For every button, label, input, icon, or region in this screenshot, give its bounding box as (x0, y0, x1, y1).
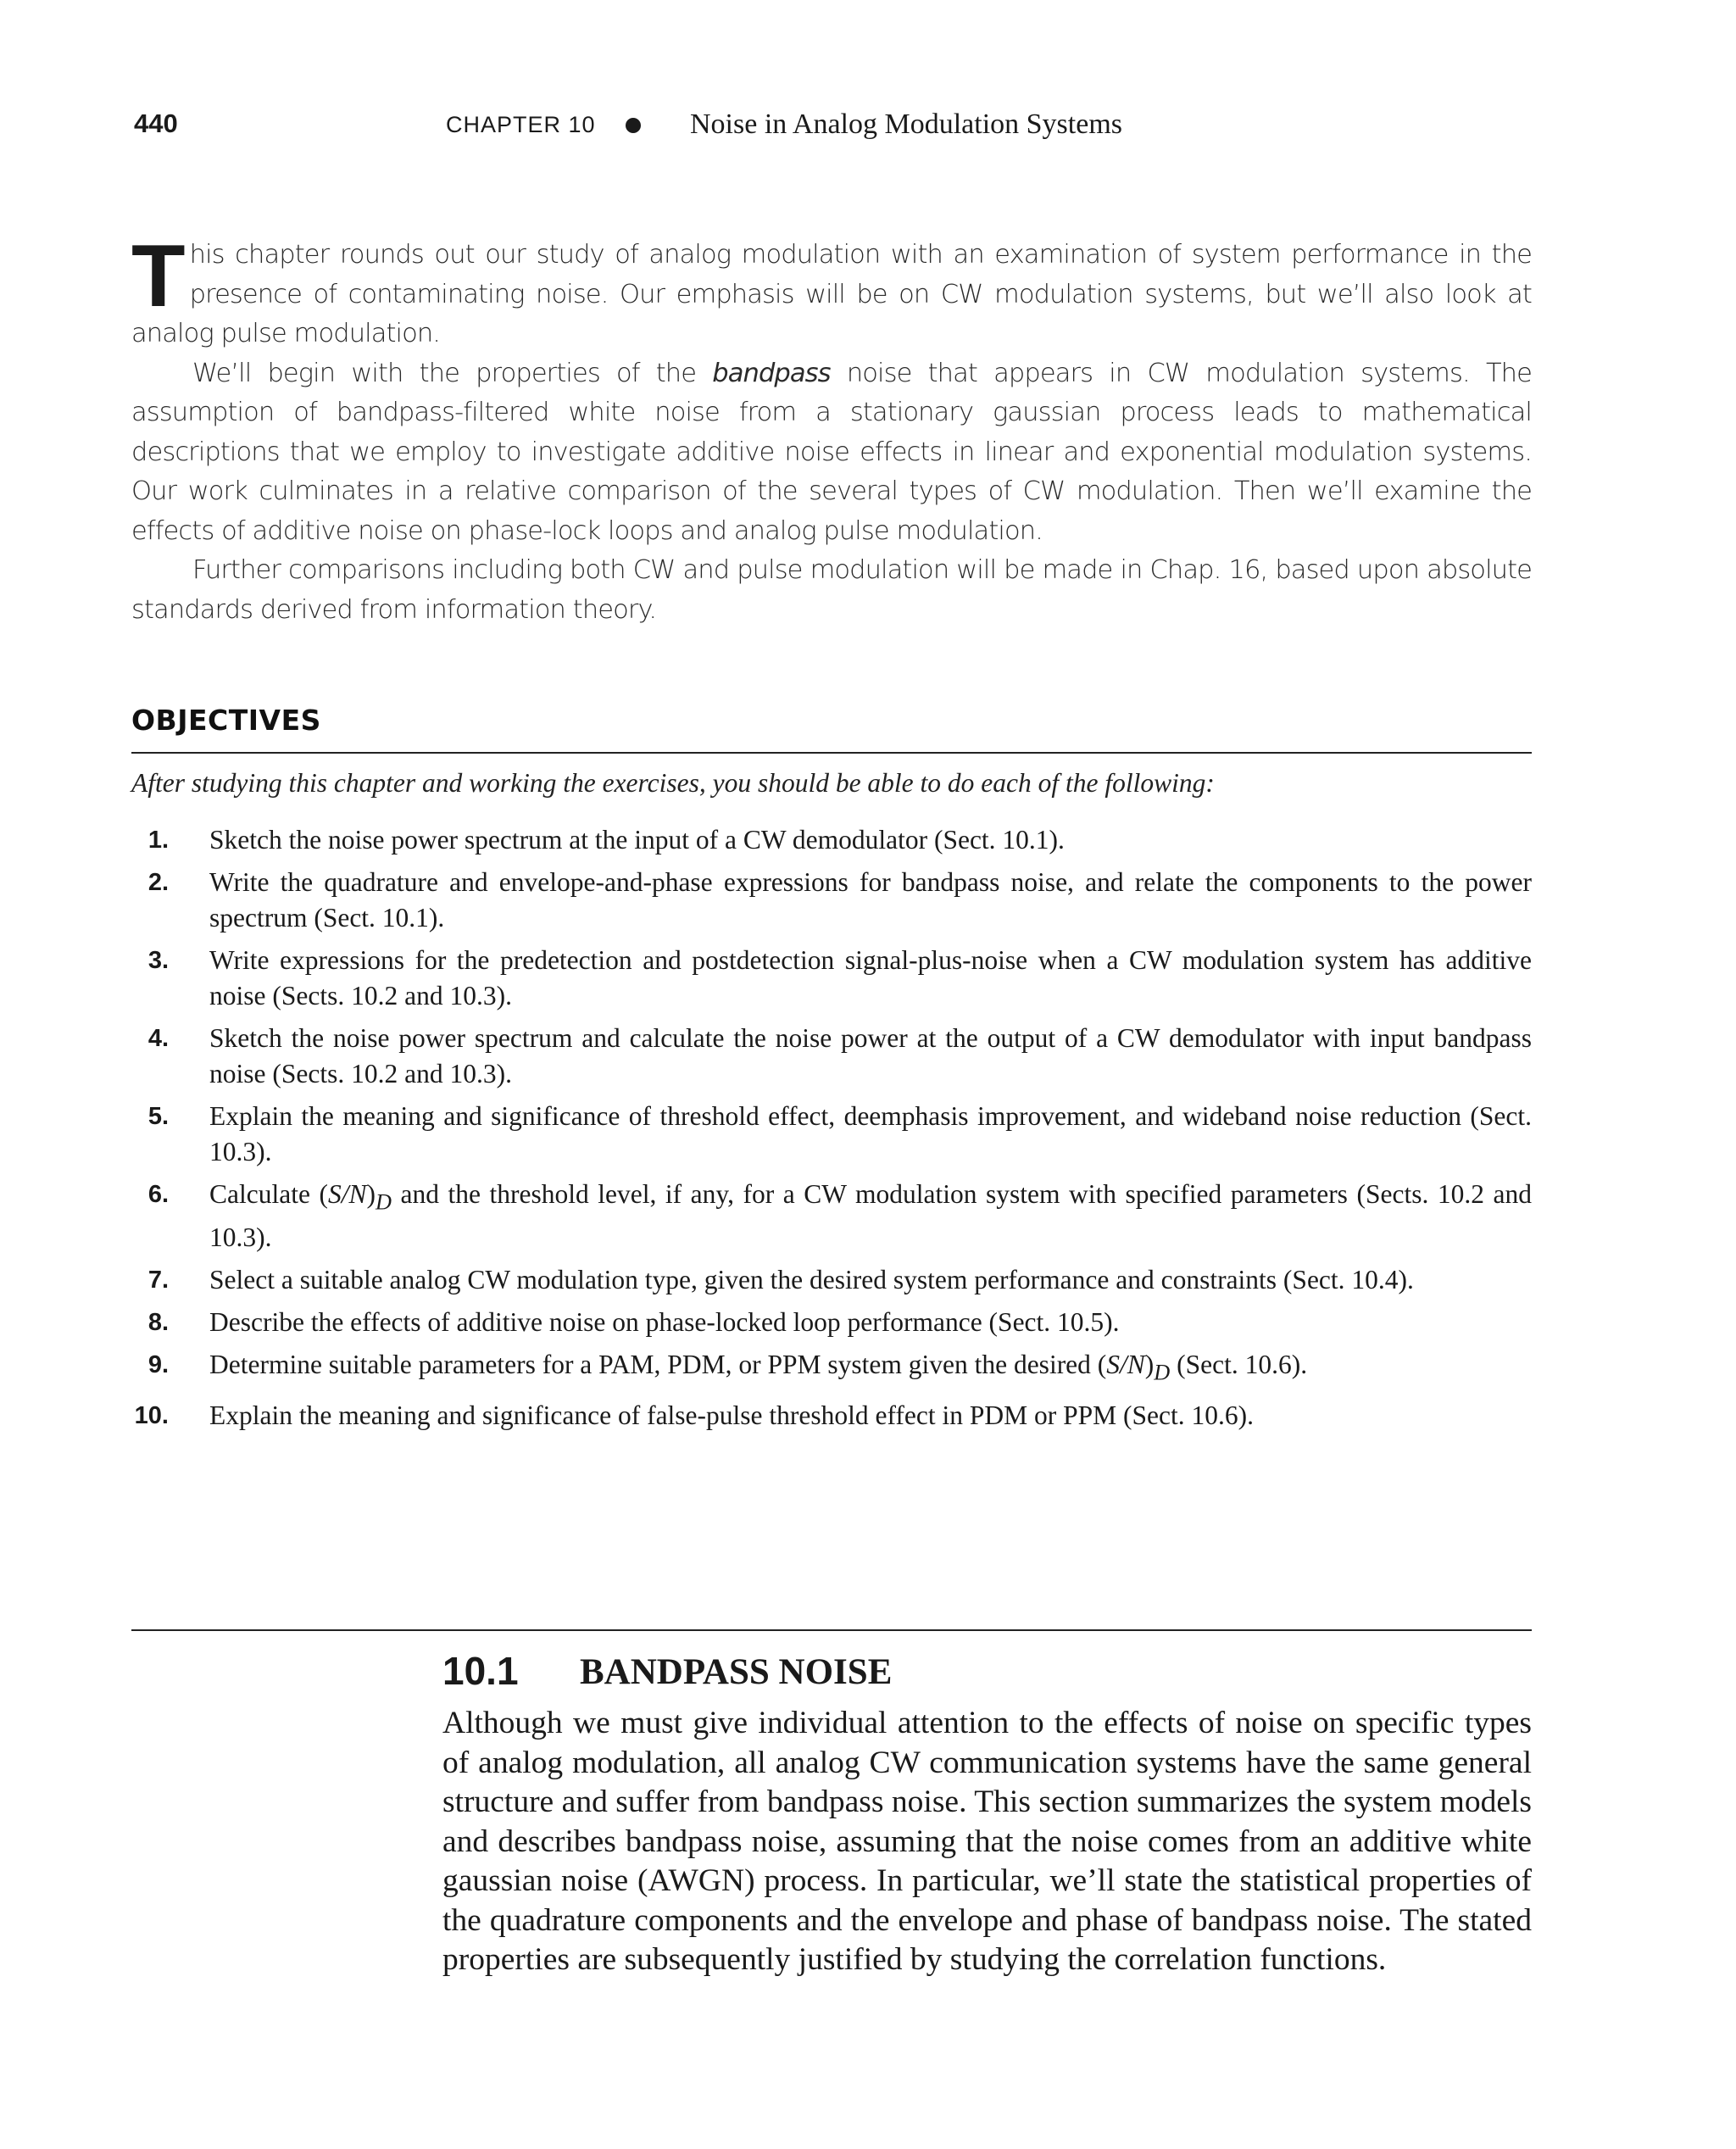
bandpass-emphasis: bandpass (712, 358, 831, 388)
objective-text: Write expressions for the predetection and postdetection signal-plus-noise when a CW modulation system has additive noise (Sects. 10.2 and 10.3). (209, 945, 1532, 1010)
objective-text: Sketch the noise power spectrum at the input of a CW demodulator (Sect. 10.1). (209, 825, 1065, 855)
snr-symbol: S/N (327, 1179, 367, 1209)
snr-subscript: D (375, 1189, 392, 1215)
intro-paragraph-1 (131, 227, 1532, 354)
objective-item (131, 943, 1532, 1014)
page-number: 440 (134, 109, 178, 138)
snr-symbol: S/N (1106, 1350, 1145, 1380)
objectives-list (131, 822, 1532, 1440)
objective-text-start: Calculate ( (209, 1179, 328, 1209)
objective-item (131, 1398, 1532, 1434)
objective-number: 7. (147, 1267, 169, 1294)
objective-item (131, 822, 1532, 858)
objective-text: Select a suitable analog CW modulation type, given the desired system performance and constraints (Sect. 10.4). (209, 1265, 1414, 1295)
objective-number: 10. (134, 1401, 169, 1429)
objective-number: 1. (147, 827, 169, 854)
objective-text: Explain the meaning and significance of false-pulse threshold effect in PDM or PPM (Sect. 10.6). (209, 1400, 1255, 1430)
bullet-separator-icon (626, 118, 641, 133)
objective-text-start: Determine suitable parameters for a PAM, PDM, or PPM system given the desired ( (209, 1350, 1107, 1380)
objective-text: Explain the meaning and significance of threshold effect, deemphasis improvement, and wideband noise reduction (Sect. 10.3). (209, 1101, 1532, 1166)
snr-subscript: D (1154, 1360, 1171, 1385)
section-title: BANDPASS NOISE (580, 1652, 893, 1692)
objective-number: 6. (147, 1181, 169, 1208)
objectives-heading: OBJECTIVES (131, 704, 321, 737)
intro-paragraph-2 (131, 354, 1532, 552)
objective-item: 9. Determine suitable parameters for a PAM, PDM, or PPM system given the desired $(S/N)_D$ (Sect. 10.6). (131, 1347, 1532, 1390)
section-body: Although we must give individual attention to the effects of noise on specific types of analog modulation, all analog CW communication systems have the same general structure and suffer from bandpass noise. This section summarizes the system models and describes bandpass noise, assuming that the noise comes from an additive white gaussian noise (AWGN) process. In particular, we’ll state the statistical properties of the quadrature components and the envelope and phase of bandpass noise. The stated properties are subsequently justified by studying the correlation functions. (442, 1706, 1532, 1977)
section-divider (131, 1629, 1532, 1631)
chapter-introduction (131, 227, 1532, 630)
objective-item (131, 1021, 1532, 1092)
objective-number: 8. (147, 1309, 169, 1337)
objective-item: 6. Calculate $(S/N)_D$ and the threshold level, if any, for a CW modulation system with specified parameters (Sects. 10.2 and 10.3). (131, 1177, 1532, 1255)
objective-text-end: and the threshold level, if any, for a CW modulation system with specified parameters (Sects. 10.2 and 10.3). (209, 1179, 1532, 1253)
objective-item (131, 1099, 1532, 1170)
objectives-intro: After studying this chapter and working the exercises, you should be able to do each of the following: (131, 768, 1215, 798)
objective-number: 9. (147, 1351, 169, 1379)
section-number: 10.1 (442, 1649, 519, 1693)
objective-text: Describe the effects of additive noise on phase-locked loop performance (Sect. 10.5). (209, 1307, 1120, 1338)
objective-text-end: (Sect. 10.6). (1170, 1350, 1308, 1380)
objective-item (131, 1262, 1532, 1298)
objective-text: Sketch the noise power spectrum and calculate the noise power at the output of a CW demodulator with input bandpass noise (Sects. 10.2 and 10.3). (209, 1023, 1532, 1088)
objective-number: 4. (147, 1025, 169, 1052)
intro-paragraph-1-text: his chapter rounds out our study of analog modulation with an examination of system performance in the presence of contaminating noise. Our emphasis will be on CW modulation systems, but we’ll also look at analog pulse modulation. (131, 240, 1532, 348)
intro-paragraph-3: Further comparisons including both CW and pulse modulation will be made in Chap. 16, based upon absolute standards derived from information theory. (131, 555, 1532, 625)
chapter-title: Noise in Analog Modulation Systems (690, 109, 1122, 140)
objective-number: 2. (147, 869, 169, 896)
intro-paragraph-2-end: noise that appears in CW modulation systems. The assumption of bandpass-filtered white noise from a stationary gaussian process leads to mathematical descriptions that we employ to investigate additive noise effects in linear and exponential modulation systems. Our work culminates in a relative comparison of the several types of CW modulation. Then we’ll examine the effects of additive noise on phase-lock loops and analog pulse modulation. (131, 358, 1532, 546)
drop-cap: T (131, 227, 185, 326)
objective-number: 5. (147, 1103, 169, 1130)
objective-item (131, 865, 1532, 936)
chapter-label: CHAPTER 10 (446, 112, 596, 137)
objectives-divider (131, 752, 1532, 754)
intro-paragraph-2-start: We’ll begin with the properties of the (192, 358, 713, 388)
objective-item (131, 1305, 1532, 1340)
objective-number: 3. (147, 947, 169, 974)
page-header (134, 109, 1533, 151)
objective-text: Write the quadrature and envelope-and-phase expressions for bandpass noise, and relate the components to the power spectrum (Sect. 10.1). (209, 867, 1532, 933)
